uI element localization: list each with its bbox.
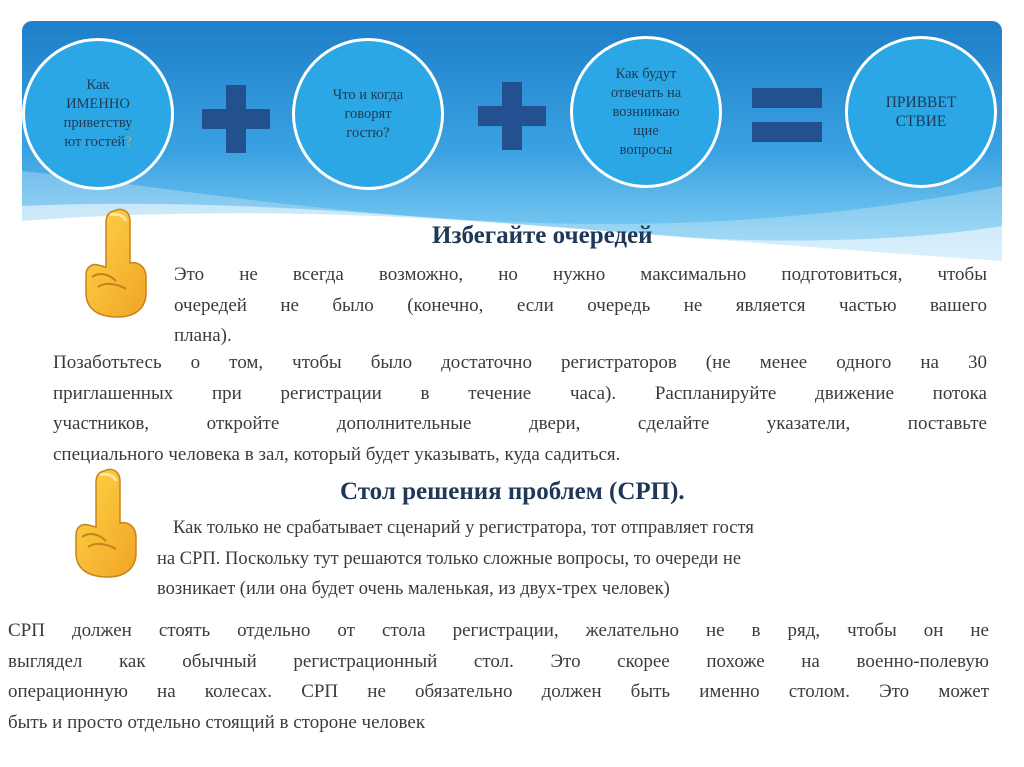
- circle-what-when: [292, 38, 444, 190]
- intro-1-line-3: плана).: [174, 325, 232, 346]
- intro-2-line-3: возникает (или она будет очень маленькая, из двух-трех человек): [157, 579, 670, 599]
- circle-2-line-1: Что и когда: [332, 86, 404, 103]
- section-2-title: Стол решения проблем (СРП).: [340, 478, 685, 505]
- equals-icon: [752, 88, 822, 144]
- circle-1-line-4: ют гостей?: [64, 134, 132, 150]
- circle-3-line-1: Как будут: [615, 65, 677, 82]
- body-1-line-2: приглашенных при регистрации в течение часа). Распланируйте движение потока: [53, 382, 987, 404]
- intro-2-line-2: на СРП. Поскольку тут решаются только сложные вопросы, то очереди не: [157, 548, 742, 569]
- section-1-intro: [174, 260, 987, 352]
- plus-icon: [478, 82, 546, 150]
- intro-2-line-1: Как только не срабатывает сценарий у регистратора, тот отправляет гостя: [173, 518, 754, 538]
- section-1-body: [53, 348, 987, 470]
- body-2-line-2: выглядел как обычный регистрационный стол. Это скорее похоже на военно-полевую: [8, 650, 989, 672]
- circle-3-line-3: возниикаю: [612, 103, 680, 120]
- question-mark: ?: [125, 134, 132, 150]
- plus-icon: [202, 85, 270, 153]
- circle-4-line-2: СТВИЕ: [895, 113, 947, 130]
- circle-how-greet: [22, 38, 174, 190]
- body-1-line-3: участников, откройте дополнительные двери, сделайте указатели, поставьте: [53, 413, 987, 434]
- circle-how-answer: [570, 36, 722, 188]
- circle-greeting: [845, 36, 997, 188]
- section-2-intro: [157, 513, 972, 605]
- circle-1-line-1: Как: [86, 77, 110, 93]
- circle-2-line-2: говорят: [344, 105, 392, 122]
- section-2-body: [8, 616, 989, 738]
- section-1-title: Избегайте очередей: [432, 222, 653, 249]
- pointing-finger-icon: [66, 465, 146, 580]
- pointing-finger-icon: [76, 205, 156, 320]
- body-2-line-3: операционную на колесах. СРП не обязательно должен быть именно столом. Это может: [8, 681, 989, 702]
- circle-2-line-3: гостю?: [346, 124, 390, 141]
- body-1-line-1: Позаботьтесь о том, чтобы было достаточно регистраторов (не менее одного на 30: [53, 352, 987, 373]
- circle-1-line-2: ИМЕННО: [66, 96, 130, 112]
- circle-3-line-2: отвечать на: [610, 84, 682, 101]
- circle-4-line-1: ПРИВВЕТ: [885, 94, 957, 111]
- circle-3-line-4: щие: [633, 122, 659, 139]
- circle-1-line-3: приветству: [63, 115, 133, 131]
- intro-1-line-1: Это не всегда возможно, но нужно максимально подготовиться, чтобы: [174, 264, 987, 285]
- body-2-line-1: СРП должен стоять отдельно от стола регистрации, желательно не в ряд, чтобы он не: [8, 620, 989, 641]
- body-2-line-4: быть и просто отдельно стоящий в стороне человек: [8, 711, 426, 733]
- intro-1-line-2: очередей не было (конечно, если очередь не является частью вашего: [174, 294, 987, 316]
- body-1-line-4: специального человека в зал, который будет указывать, куда садиться.: [53, 443, 621, 465]
- circle-3-line-5: вопросы: [619, 141, 673, 158]
